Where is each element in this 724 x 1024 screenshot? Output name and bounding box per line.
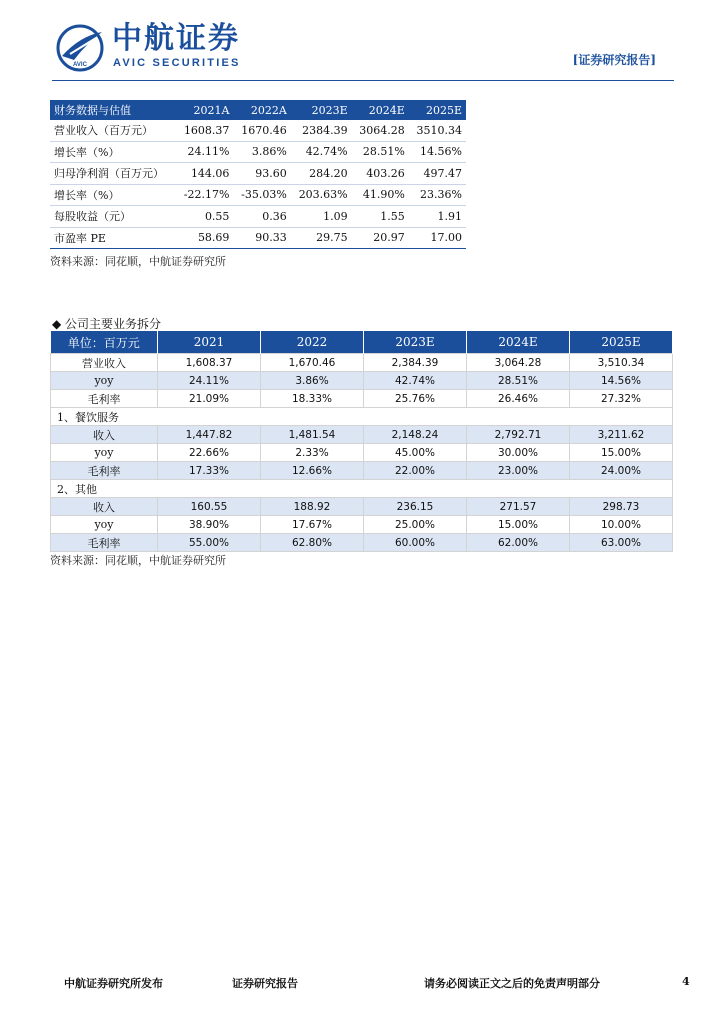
table-cell: 1608.37 [176, 120, 233, 141]
row-label: 收入 [51, 498, 158, 516]
table-cell: -22.17% [176, 184, 233, 206]
table-cell: 3510.34 [409, 120, 466, 141]
table-cell: 1,670.46 [261, 354, 364, 372]
table-cell: 17.33% [158, 462, 261, 480]
table-cell: 3,510.34 [570, 354, 673, 372]
table-cell: 2384.39 [291, 120, 352, 141]
company-logo-en: AVIC SECURITIES [113, 57, 241, 69]
table-cell: 14.56% [570, 372, 673, 390]
table-cell: 1,447.82 [158, 426, 261, 444]
table-cell: 62.00% [467, 534, 570, 552]
financial-forecast-table [50, 100, 466, 249]
table-cell: 188.92 [261, 498, 364, 516]
table-cell: 28.51% [352, 141, 409, 163]
table-cell: 25.00% [364, 516, 467, 534]
column-header: 2023E [364, 331, 467, 354]
table-cell: 3,211.62 [570, 426, 673, 444]
table-cell: 160.55 [158, 498, 261, 516]
row-label: 收入 [51, 426, 158, 444]
table-cell: 22.66% [158, 444, 261, 462]
section-title: ◆ 公司主要业务拆分 [52, 317, 162, 331]
column-header: 2023E [291, 100, 352, 120]
table-cell: 298.73 [570, 498, 673, 516]
table-header-row [50, 100, 466, 120]
column-header: 2022A [233, 100, 290, 120]
table-cell: 58.69 [176, 227, 233, 249]
header-divider [52, 80, 674, 81]
table-cell: 24.11% [158, 372, 261, 390]
table-row [51, 534, 673, 552]
table-cell: 60.00% [364, 534, 467, 552]
table-cell: 3.86% [233, 141, 290, 163]
page-number: 4 [682, 975, 690, 988]
table-cell: 236.15 [364, 498, 467, 516]
table-row [50, 227, 466, 249]
table-cell: 42.74% [291, 141, 352, 163]
table-cell: 3,064.28 [467, 354, 570, 372]
table-row [50, 120, 466, 141]
table-cell: 24.00% [570, 462, 673, 480]
row-label: 每股收益（元） [50, 206, 176, 228]
column-header: 2025E [570, 331, 673, 354]
table-cell: 3.86% [261, 372, 364, 390]
table-cell: 41.90% [352, 184, 409, 206]
column-header: 2021 [158, 331, 261, 354]
table-cell: 28.51% [467, 372, 570, 390]
group-header-row [51, 408, 673, 426]
row-label: 归母净利润（百万元） [50, 163, 176, 185]
row-label: 营业收入 [51, 354, 158, 372]
business-breakdown-table [50, 331, 673, 552]
table-cell: 2.33% [261, 444, 364, 462]
row-label: yoy [51, 444, 158, 462]
footer-disclaimer: 请务必阅读正文之后的免责声明部分 [424, 977, 600, 990]
table-cell: 1.09 [291, 206, 352, 228]
table-cell: 12.66% [261, 462, 364, 480]
row-label: 毛利率 [51, 462, 158, 480]
table-cell: 2,792.71 [467, 426, 570, 444]
table-cell: 0.36 [233, 206, 290, 228]
table-row [50, 141, 466, 163]
table-row [51, 462, 673, 480]
table-cell: 2,384.39 [364, 354, 467, 372]
table-cell: 1,608.37 [158, 354, 261, 372]
table-cell: 45.00% [364, 444, 467, 462]
table-cell: 18.33% [261, 390, 364, 408]
row-label: 市盈率 PE [50, 227, 176, 249]
table-row [51, 444, 673, 462]
table-cell: 403.26 [352, 163, 409, 185]
company-logo-cn: 中航证券 [112, 21, 240, 56]
avic-logo-icon [56, 24, 104, 72]
table-row [51, 354, 673, 372]
table-header-row [51, 331, 673, 354]
table-cell: 20.97 [352, 227, 409, 249]
table-cell: 203.63% [291, 184, 352, 206]
group-title: 2、其他 [51, 480, 673, 498]
column-header: 2024E [352, 100, 409, 120]
table-cell: 14.56% [409, 141, 466, 163]
table-cell: 23.00% [467, 462, 570, 480]
table-cell: 10.00% [570, 516, 673, 534]
group-title: 1、餐饮服务 [51, 408, 673, 426]
row-label: 增长率（%） [50, 141, 176, 163]
logo-mark-text: AVIC [73, 62, 87, 68]
table-cell: 1.91 [409, 206, 466, 228]
table-cell: -35.03% [233, 184, 290, 206]
table-cell: 63.00% [570, 534, 673, 552]
footer-report-type: 证券研究报告 [232, 977, 298, 990]
table-cell: 1.55 [352, 206, 409, 228]
table-row [51, 426, 673, 444]
column-header: 2022 [261, 331, 364, 354]
row-label: 毛利率 [51, 390, 158, 408]
table-cell: 38.90% [158, 516, 261, 534]
table-cell: 23.36% [409, 184, 466, 206]
table-row [51, 372, 673, 390]
table-cell: 1670.46 [233, 120, 290, 141]
table-cell: 30.00% [467, 444, 570, 462]
table-row [50, 163, 466, 185]
table-cell: 93.60 [233, 163, 290, 185]
row-label: 营业收入（百万元） [50, 120, 176, 141]
table-cell: 284.20 [291, 163, 352, 185]
column-header: 2025E [409, 100, 466, 120]
table-row [51, 498, 673, 516]
column-header: 单位：百万元 [51, 331, 158, 354]
table-row [51, 390, 673, 408]
table-cell: 17.00 [409, 227, 466, 249]
column-header: 财务数据与估值 [50, 100, 176, 120]
table-cell: 497.47 [409, 163, 466, 185]
table-cell: 55.00% [158, 534, 261, 552]
column-header: 2021A [176, 100, 233, 120]
table-cell: 15.00% [570, 444, 673, 462]
row-label: 毛利率 [51, 534, 158, 552]
table-cell: 271.57 [467, 498, 570, 516]
table-cell: 22.00% [364, 462, 467, 480]
table-cell: 21.09% [158, 390, 261, 408]
table-cell: 26.46% [467, 390, 570, 408]
table-cell: 62.80% [261, 534, 364, 552]
table-row [50, 206, 466, 228]
table-cell: 144.06 [176, 163, 233, 185]
row-label: yoy [51, 516, 158, 534]
footer-publisher: 中航证券研究所发布 [64, 977, 163, 990]
table-cell: 27.32% [570, 390, 673, 408]
table-cell: 90.33 [233, 227, 290, 249]
table-cell: 42.74% [364, 372, 467, 390]
table-cell: 29.75 [291, 227, 352, 249]
table-cell: 3064.28 [352, 120, 409, 141]
page-header [0, 0, 724, 82]
table-row [51, 516, 673, 534]
table-cell: 24.11% [176, 141, 233, 163]
table-cell: 2,148.24 [364, 426, 467, 444]
column-header: 2024E [467, 331, 570, 354]
table-cell: 17.67% [261, 516, 364, 534]
report-tag: [证券研究报告] [572, 53, 656, 67]
group-header-row [51, 480, 673, 498]
table2-source-note: 资料来源：同花顺，中航证券研究所 [50, 554, 226, 567]
table1-source-note: 资料来源：同花顺，中航证券研究所 [50, 255, 226, 268]
table-cell: 1,481.54 [261, 426, 364, 444]
table-row [50, 184, 466, 206]
table-cell: 25.76% [364, 390, 467, 408]
row-label: 增长率（%） [50, 184, 176, 206]
table-cell: 0.55 [176, 206, 233, 228]
table-cell: 15.00% [467, 516, 570, 534]
row-label: yoy [51, 372, 158, 390]
